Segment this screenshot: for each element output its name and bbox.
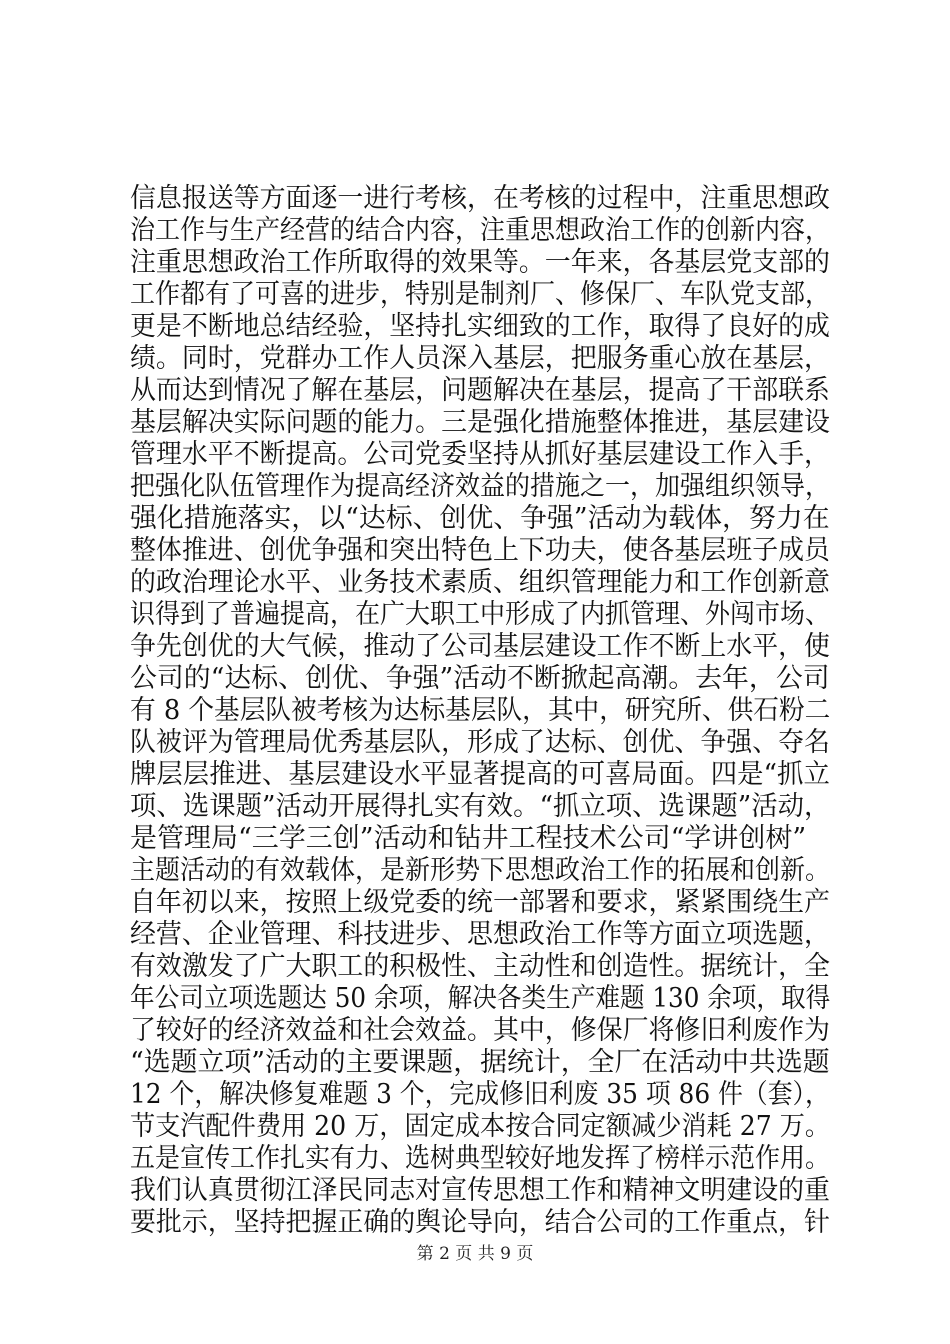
text-line: 绩。同时，党群办工作人员深入基层，把服务重心放在基层，: [130, 343, 830, 374]
text-line: 更是不断地总结经验，坚持扎实细致的工作，取得了良好的成: [130, 311, 830, 342]
text-line: 有 8 个基层队被考核为达标基层队，其中，研究所、供石粉二: [130, 695, 831, 726]
text-line: 了较好的经济效益和社会效益。其中，修保厂将修旧利废作为: [130, 1015, 830, 1046]
text-line: 从而达到情况了解在基层，问题解决在基层，提高了干部联系: [130, 375, 830, 406]
text-line: 强化措施落实，以“达标、创优、争强”活动为载体，努力在: [130, 503, 830, 534]
text-line: “选题立项”活动的主要课题，据统计，全厂在活动中共选题: [130, 1047, 830, 1078]
text-line: 主题活动的有效载体，是新形势下思想政治工作的拓展和创新。: [130, 855, 830, 886]
text-line: 公司的“达标、创优、争强”活动不断掀起高潮。去年，公司: [130, 663, 830, 694]
text-line: 注重思想政治工作所取得的效果等。一年来，各基层党支部的: [130, 247, 830, 278]
text-line: 的政治理论水平、业务技术素质、组织管理能力和工作创新意: [130, 567, 830, 598]
text-line: 识得到了普遍提高，在广大职工中形成了内抓管理、外闯市场、: [130, 599, 830, 630]
text-line: 牌层层推进、基层建设水平显著提高的可喜局面。四是“抓立: [130, 759, 830, 790]
text-line: 自年初以来，按照上级党委的统一部署和要求，紧紧围绕生产: [130, 887, 830, 918]
text-line: 五是宣传工作扎实有力、选树典型较好地发挥了榜样示范作用。: [130, 1143, 830, 1174]
text-line: 工作都有了可喜的进步，特别是制剂厂、修保厂、车队党支部，: [130, 279, 830, 310]
page-number-footer: 第 2 页 共 9 页: [416, 1244, 534, 1264]
text-line: 治工作与生产经营的结合内容，注重思想政治工作的创新内容，: [130, 215, 830, 246]
text-line: 是管理局“三学三创”活动和钻井工程技术公司“学讲创树”: [130, 823, 807, 854]
text-line: 经营、企业管理、科技进步、思想政治工作等方面立项选题，: [130, 919, 830, 950]
text-line: 节支汽配件费用 20 万，固定成本按合同定额减少消耗 27 万。: [130, 1111, 831, 1142]
text-line: 基层解决实际问题的能力。三是强化措施整体推进，基层建设: [130, 407, 830, 438]
text-line: 整体推进、创优争强和突出特色上下功夫，使各基层班子成员: [130, 535, 830, 566]
body-text: [130, 183, 830, 1239]
text-line: 争先创优的大气候，推动了公司基层建设工作不断上水平，使: [130, 631, 830, 662]
text-line: 有效激发了广大职工的积极性、主动性和创造性。据统计，全: [130, 951, 830, 982]
text-line: 项、选课题”活动开展得扎实有效。“抓立项、选课题”活动，: [130, 791, 831, 822]
text-line: 我们认真贯彻江泽民同志对宣传思想工作和精神文明建设的重: [130, 1175, 830, 1206]
text-line: 管理水平不断提高。公司党委坚持从抓好基层建设工作入手，: [130, 439, 830, 470]
text-line: 12 个，解决修复难题 3 个，完成修旧利废 35 项 86 件（套），: [130, 1079, 830, 1110]
text-line: 把强化队伍管理作为提高经济效益的措施之一，加强组织领导，: [130, 471, 830, 502]
text-line: 信息报送等方面逐一进行考核，在考核的过程中，注重思想政: [130, 183, 830, 214]
text-line: 年公司立项选题达 50 余项，解决各类生产难题 130 余项，取得: [130, 983, 831, 1014]
text-line: 队被评为管理局优秀基层队，形成了达标、创优、争强、夺名: [130, 727, 830, 758]
text-line: 要批示，坚持把握正确的舆论导向，结合公司的工作重点，针: [130, 1207, 830, 1238]
